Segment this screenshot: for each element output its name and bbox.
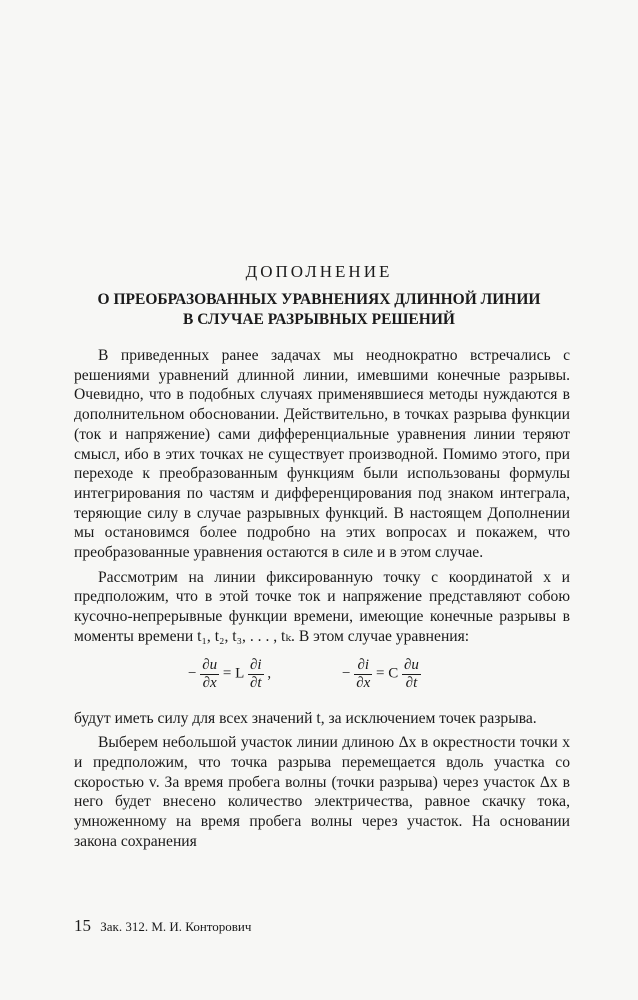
equals-l: = L <box>222 665 245 682</box>
page-number: 15 <box>74 916 91 935</box>
paragraph-3: будут иметь силу для всех значений t, за исключением точек разрыва. <box>74 709 537 727</box>
numerator: ∂u <box>404 656 419 673</box>
paragraph-2: Рассмотрим на линии фиксированную точку с координатой x и предположим, что в этой точке ток и напряжение представляют собою кусочно-непрерывные функции времени, имеющие конечные разрывы в моменты времени t₁, t₂, t₃, . . . , tₖ. В этом случае уравнения: <box>74 568 570 645</box>
equation-current <box>342 657 421 692</box>
page-footer <box>74 916 251 936</box>
paragraph-4: Выберем небольшой участок линии длиною Δx в окрестности точки x и предположим, что точка разрыва перемещается вдоль участка со скоростью v. За время пробега волны (точки разрыва) через участок Δx в него будет внесено количество электричества, равное скачку тока, умноженному на время пробега волны через участок. На основании закона сохранения <box>74 734 570 850</box>
equation-voltage <box>188 657 271 692</box>
equation-block <box>74 651 570 703</box>
subtitle-line-2: В СЛУЧАЕ РАЗРЫВНЫХ РЕШЕНИЙ <box>183 311 455 328</box>
numerator: ∂u <box>202 656 218 673</box>
minus-sign: − <box>188 665 197 682</box>
subtitle-line-1: О ПРЕОБРАЗОВАННЫХ УРАВНЕНИЯХ ДЛИННОЙ ЛИНИИ <box>97 291 541 308</box>
section-heading: ДОПОЛНЕНИЕ <box>245 262 393 281</box>
body-text <box>74 346 570 851</box>
fraction-du-dt <box>402 657 421 692</box>
comma: , <box>267 665 272 682</box>
numerator: ∂i <box>354 657 372 675</box>
denominator: ∂x <box>202 674 217 691</box>
section-subtitle <box>0 290 638 330</box>
fraction-du-dx <box>200 657 219 692</box>
fraction-di-dx <box>354 657 372 692</box>
equals-c: = C <box>376 665 399 682</box>
paragraph-1: В приведенных ранее задачах мы неоднократно встречались с решениями уравнений длинной линии, имевшими конечные разрывы. Очевидно, что в подобных случаях применявшиеся методы нуждаются в дополнительном обосновании. Действительно, в точках разрыва функции (ток и напряжение) сами дифференциальные уравнения линии теряют смысл, ибо в этих точках не существует производной. Помимо этого, при переходе к преобразованным функциям были использованы формулы интегрирования по частям и дифференцирования под знаком интеграла, теряющие силу в случае разрывных функций. В настоящем Дополнении мы остановимся более подробно на этих вопросах и покажем, что преобразованные уравнения остаются в силе и в этом случае. <box>74 347 570 562</box>
fraction-di-dt <box>248 657 264 692</box>
printer-note: Зак. 312. М. И. Конторович <box>100 919 252 934</box>
denominator: ∂x <box>356 674 371 691</box>
denominator: ∂t <box>405 674 418 691</box>
numerator: ∂i <box>250 656 262 673</box>
denominator: ∂t <box>250 674 262 691</box>
minus-sign: − <box>342 665 351 682</box>
